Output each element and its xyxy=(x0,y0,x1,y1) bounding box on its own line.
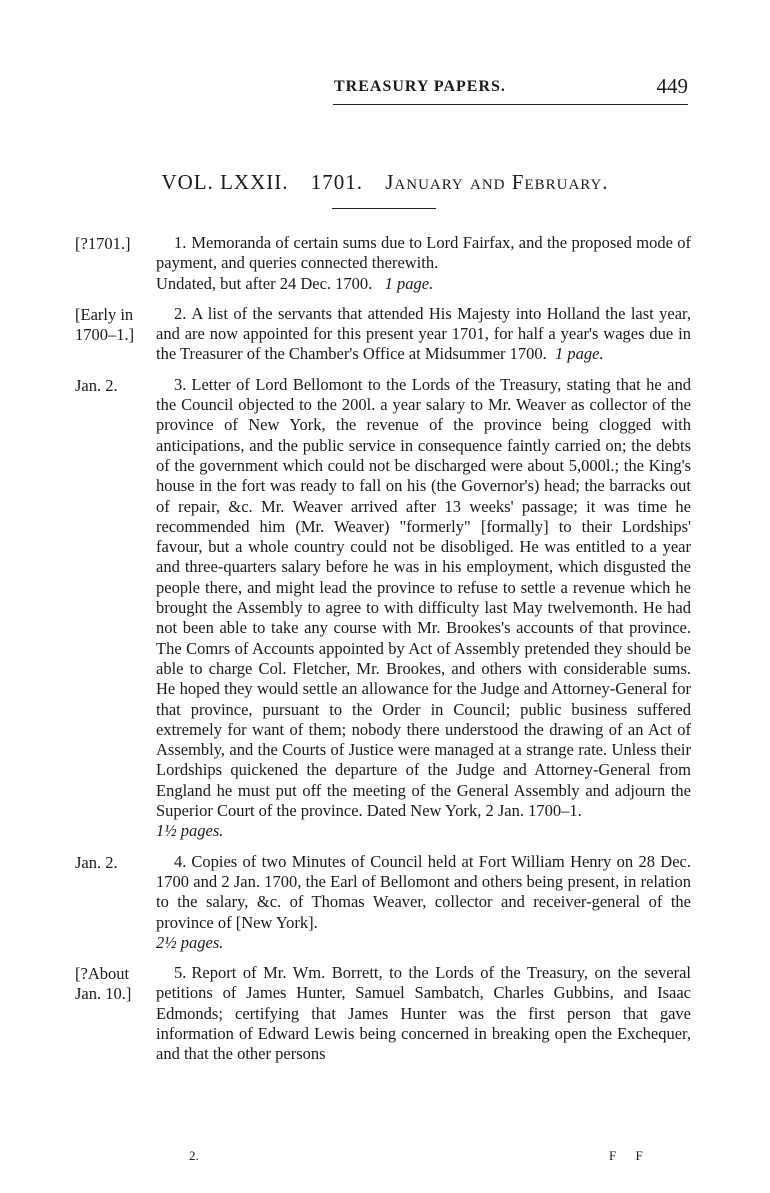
entry-date: [Early in 1700–1.] xyxy=(75,304,135,344)
entry-date: [?About Jan. 10.] xyxy=(75,964,132,1004)
volume-number: VOL. LXXII. xyxy=(161,170,289,194)
entry-body xyxy=(156,852,691,953)
list-item xyxy=(0,233,770,294)
header-rule xyxy=(333,104,688,105)
list-item xyxy=(0,304,770,365)
entry-pages: 2½ pages. xyxy=(156,932,224,952)
entry-text: Copies of two Minutes of Council held at Fort William Henry on 28 Dec. 1700 and 2 Jan. 1700, the Earl of Bellomont and others being present, in relation to the salary, &c. of Thomas Weaver, collector and receiver-general of the province of [New York]. xyxy=(156,851,691,932)
volume-rule xyxy=(332,208,436,209)
entry-date: Jan. 2. xyxy=(75,375,118,395)
entry-tail xyxy=(156,821,691,841)
list-item xyxy=(0,963,770,1064)
entry-date: [?1701.] xyxy=(75,234,131,253)
signature-mark: 2. xyxy=(189,1148,199,1163)
volume-year: 1701. xyxy=(310,170,363,194)
volume-heading xyxy=(0,170,770,195)
page-number: 449 xyxy=(656,74,688,98)
entry-number: 2. xyxy=(174,303,187,323)
sheet-mark: F F xyxy=(609,1148,651,1163)
entry-number: 1. xyxy=(174,233,187,252)
page-header xyxy=(0,74,770,104)
entry-body xyxy=(156,233,691,294)
entry-number: 4. xyxy=(174,851,187,871)
entry-tail xyxy=(156,274,691,294)
entry-pages: 1 page. xyxy=(384,273,434,293)
entry-text: Report of Mr. Wm. Borrett, to the Lords of the Treasury, on the several petitions of James Hunter, Samuel Sambatch, Charles Gubbins, and Isaac Edmonds; certifying that James Hunter was the first person that gave information of Edward Lewis being concerned in breaking open the Exchequer, and that the other persons xyxy=(156,963,691,1064)
entry-pages: 1½ pages. xyxy=(156,821,224,841)
entry-number: 5. xyxy=(174,963,187,983)
running-title: TREASURY PAPERS. xyxy=(334,78,506,95)
entry-text: Memoranda of certain sums due to Lord Fairfax, and the proposed mode of payment, and queries connected therewith. xyxy=(156,233,691,273)
entry-body xyxy=(156,963,691,1064)
list-item xyxy=(0,375,770,842)
entry-body xyxy=(156,375,691,842)
list-item xyxy=(0,852,770,953)
entry-text: Letter of Lord Bellomont to the Lords of the Treasury, stating that he and the Council objected to the 200l. a year salary to Mr. Weaver as collector of the province of New York, the revenue of the province being clogged with anticipations, and the public service in consequence faintly carried on; the debts of the government which could not be discharged were about 5,000l.; the King's house in the fort was ready to fall on his (the Governor's) head; the barracks out of repair, &c. Mr. Weaver arrived after 13 weeks' passage; it was time he recommended him (Mr. Weaver) "formerly" [formally] to their Lordships' favour, but a whole country could not be disobliged. He was entitled to a year and three-quarters salary before he was in his employment, which disgusted the people there, and might lead the province to refuse to settle a revenue which he brought the Assembly to agree to with difficulty last May twelvemonth. He had not been able to take any course with Mr. Brookes's accounts of that province. The Comrs of Accounts appointed by Act of Assembly pretended they should be able to charge Col. Fletcher, Mr. Brookes, and others with considerable sums. He hoped they would settle an allowance for the Judge and Attorney-General for that province, pursuant to the Order in Council; public business suffered extremely for want of them; nobody there understood the drawing of an Act of Assembly, and the Courts of Justice were managed at a strange rate. Unless their Lordships quickened the departure of the Judge and Attorney-General from England he must put off the meeting of the General Assembly and adjourn the Superior Court of the province. Dated New York, 2 Jan. 1700–1. xyxy=(156,374,691,821)
entry-dating: Undated, but after 24 Dec. 1700. xyxy=(156,273,373,293)
entry-body xyxy=(156,304,691,365)
entry-list xyxy=(0,233,770,1075)
volume-period: January and February. xyxy=(385,170,609,194)
entry-number: 3. xyxy=(174,374,187,394)
entry-pages: 1 page. xyxy=(555,344,604,364)
entry-tail xyxy=(156,933,691,953)
entry-text: A list of the servants that attended His Majesty into Holland the last year, and are now appointed for this present year 1701, for half a year's wages due in the Treasurer of the Chamber's Office at Midsummer 1700. xyxy=(156,303,691,364)
entry-date: Jan. 2. xyxy=(75,852,118,872)
